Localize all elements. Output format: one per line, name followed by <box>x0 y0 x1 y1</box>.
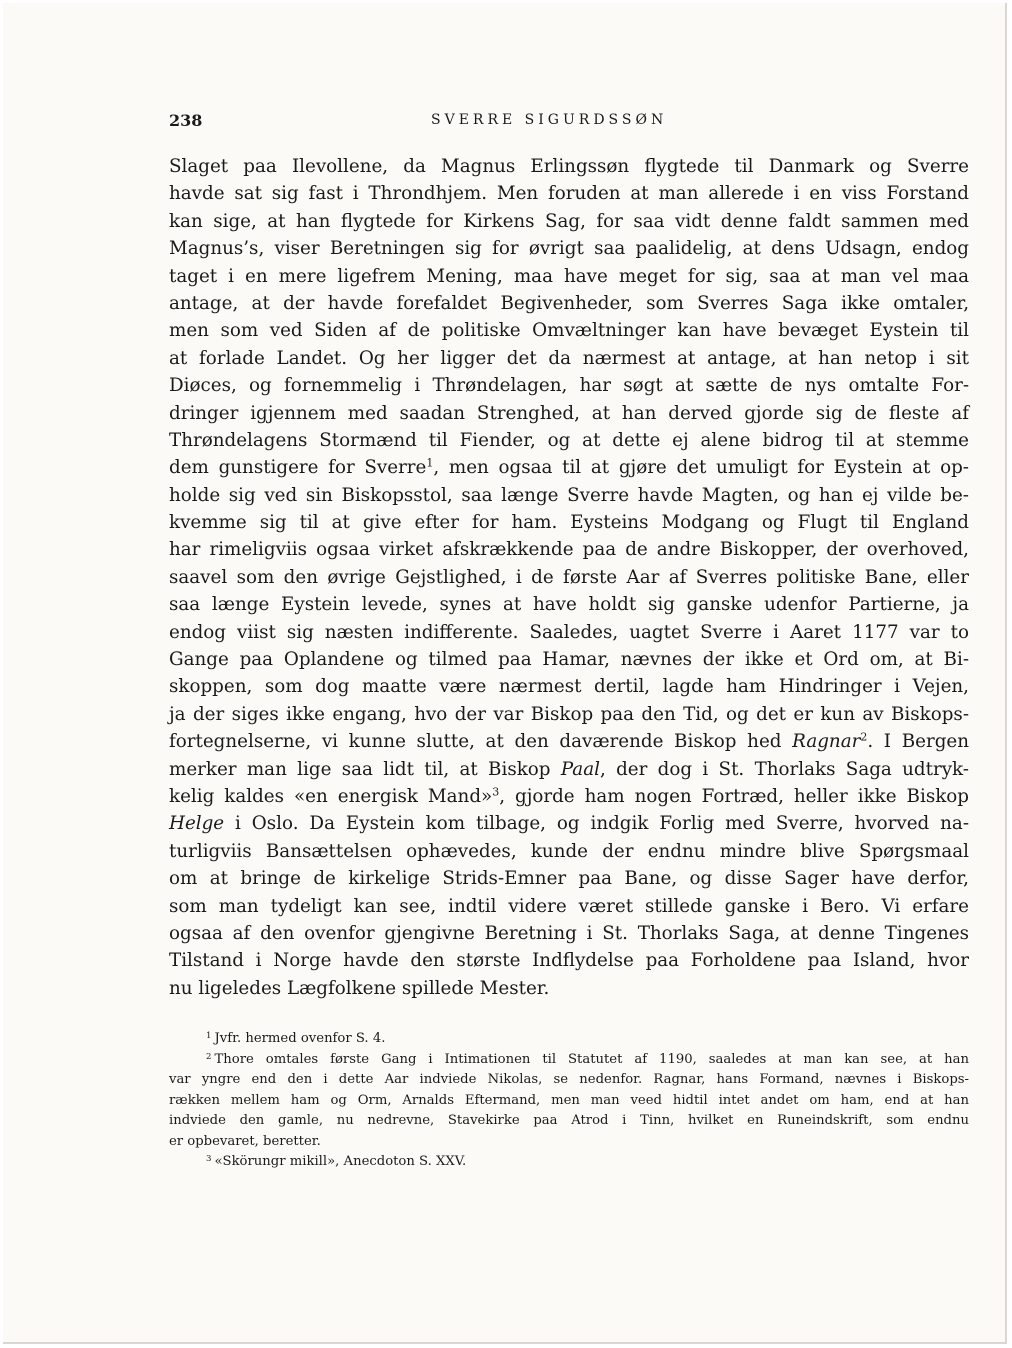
text-line: turligviis Bansættelsen ophævedes, kunde der endnu mindre blive Spørgsmaal <box>169 840 969 862</box>
text-line: at forlade Landet. Og her ligger det da nærmest at antage, at han netop i sit <box>169 347 969 369</box>
text-line: saavel som den øvrige Gejstlighed, i de første Aar af Sverres politiske Bane, eller <box>169 566 969 588</box>
footnote-text: «Skörungr mikill», Anecdoton S. XXV. <box>214 1154 467 1169</box>
footnote-mark: 3 <box>206 1154 212 1165</box>
text-line: havde sat sig fast i Throndhjem. Men foruden at man allerede i en viss Forstand <box>169 183 969 205</box>
text-line: taget i en mere ligefrem Mening, maa have meget for sig, saa at man vel maa <box>169 265 969 287</box>
name-paal: Paal <box>560 758 600 780</box>
book-page <box>3 3 1007 1344</box>
footnote-line: er opbevaret, beretter. <box>169 1133 321 1149</box>
text-fragment: , men ogsaa til at gjøre det umuligt for Eystein at op- <box>433 457 969 479</box>
name-helge: Helge <box>169 813 225 835</box>
text-line: har rimeligviis ogsaa virket afskrækkende paa de andre Biskopper, der overhoved, <box>169 539 969 561</box>
footnote-ref-1[interactable]: 1 <box>426 456 434 470</box>
text-line: men som ved Siden af de politiske Omvæltninger kan have bevæget Eystein til <box>169 320 969 342</box>
text-line: om at bringe de kirkelige Strids-Emner paa Bane, og disse Sager have derfor, <box>169 868 969 890</box>
text-line: skoppen, som dog maatte være nærmest dertil, lagde ham Hindringer i Vejen, <box>169 676 969 698</box>
text-line: nu ligeledes Lægfolkene spillede Mester. <box>169 977 550 999</box>
footnote-ref-2[interactable]: 2 <box>860 730 868 744</box>
footnote-3 <box>169 1152 969 1173</box>
footnote-line: indviede den gamle, nu nedrevne, Stavekirke paa Atrod i Tinn, hvilket en Runeindskrift, som endnu <box>169 1113 969 1128</box>
text-fragment: dem gunstigere for Sverre <box>169 457 427 479</box>
text-fragment: , gjorde ham nogen Fortræd, heller ikke Biskop <box>499 785 969 807</box>
text-fragment: merker man lige saa lidt til, at Biskop <box>169 758 561 780</box>
text-line <box>169 756 969 783</box>
running-title: SVERRE SIGURDSSØN <box>431 112 668 128</box>
text-line: Diøces, og fornemmelig i Thrøndelagen, har søgt at sætte de nys omtalte For- <box>169 375 969 397</box>
page-number: 238 <box>169 111 203 130</box>
footnote-text: Thore omtales første Gang i Intimationen til Statutet af 1190, saaledes at man kan see, at han <box>214 1051 969 1067</box>
footnote-text: Jvfr. hermed ovenfor S. 4. <box>214 1031 386 1046</box>
text-line <box>169 728 969 755</box>
text-line: som man tydeligt kan see, indtil videre været stillede ganske i Bero. Vi erfare <box>169 895 969 917</box>
text-line: ogsaa af den ovenfor gjengivne Beretning i St. Thorlaks Saga, at denne Tingenes <box>169 922 969 944</box>
text-line <box>169 454 969 481</box>
name-ragnar: Ragnar <box>792 731 861 753</box>
footnote-line: rækken mellem ham og Orm, Arnalds Eftermand, men man veed hidtil intet andet om ham, end at han <box>169 1092 969 1108</box>
text-line: dringer igjennem med saadan Strenghed, at han derved gjorde sig de fleste af <box>169 402 969 424</box>
footnote-mark: 1 <box>206 1031 212 1042</box>
text-line: kvemme sig til at give efter for ham. Eysteins Modgang og Flugt til England <box>169 512 969 534</box>
text-line: holde sig ved sin Biskopsstol, saa længe Sverre havde Magten, og han ej vilde be- <box>169 484 969 506</box>
text-fragment: . I Bergen <box>867 731 969 753</box>
footnote-1 <box>169 1029 969 1050</box>
text-line: Thrøndelagens Stormænd til Fiender, og at dette ej alene bidrog til at stemme <box>169 429 969 451</box>
text-line: Gange paa Oplandene og tilmed paa Hamar, nævnes der ikke et Ord om, at Bi- <box>169 649 969 671</box>
footnote-mark: 2 <box>206 1051 212 1062</box>
text-line: saa længe Eystein levede, synes at have holdt sig ganske udenfor Partierne, ja <box>169 594 969 616</box>
text-fragment: i Oslo. Da Eystein kom tilbage, og indgik Forlig med Sverre, hvorved na- <box>224 813 969 835</box>
footnotes <box>169 1029 969 1173</box>
text-line: antage, at der havde forefaldet Begivenheder, som Sverres Saga ikke omtaler, <box>169 292 969 314</box>
text-line <box>169 783 969 810</box>
text-line <box>169 810 969 837</box>
footnote-ref-3[interactable]: 3 <box>492 785 500 799</box>
text-line: endog viist sig næsten indifferente. Saaledes, uagtet Sverre i Aaret 1177 var to <box>169 621 969 643</box>
text-fragment: kelig kaldes «en energisk Mand» <box>169 785 493 807</box>
body-text <box>169 153 969 1002</box>
text-fragment: , der dog i St. Thorlaks Saga udtryk- <box>599 758 969 780</box>
page-header <box>169 111 969 135</box>
text-line: Slaget paa Ilevollene, da Magnus Erlingssøn flygtede til Danmark og Sverre <box>169 156 969 177</box>
text-line: ja der siges ikke engang, hvo der var Biskop paa den Tid, og det er kun av Biskops- <box>169 703 969 725</box>
footnote-2 <box>169 1050 969 1071</box>
text-line: kan sige, at han flygtede for Kirkens Sag, for saa vidt denne faldt sammen med <box>169 210 969 232</box>
text-fragment: fortegnelserne, vi kunne slutte, at den daværende Biskop hed <box>169 731 793 753</box>
text-line: Tilstand i Norge havde den største Indflydelse paa Forholdene paa Island, hvor <box>169 950 969 972</box>
footnote-line: var yngre end den i dette Aar indviede Nikolas, se nedenfor. Ragnar, hans Formand, nævnes i Biskops- <box>169 1072 969 1087</box>
text-line: Magnus’s, viser Beretningen sig for øvrigt saa paalidelig, at dens Udsagn, endog <box>169 238 969 260</box>
